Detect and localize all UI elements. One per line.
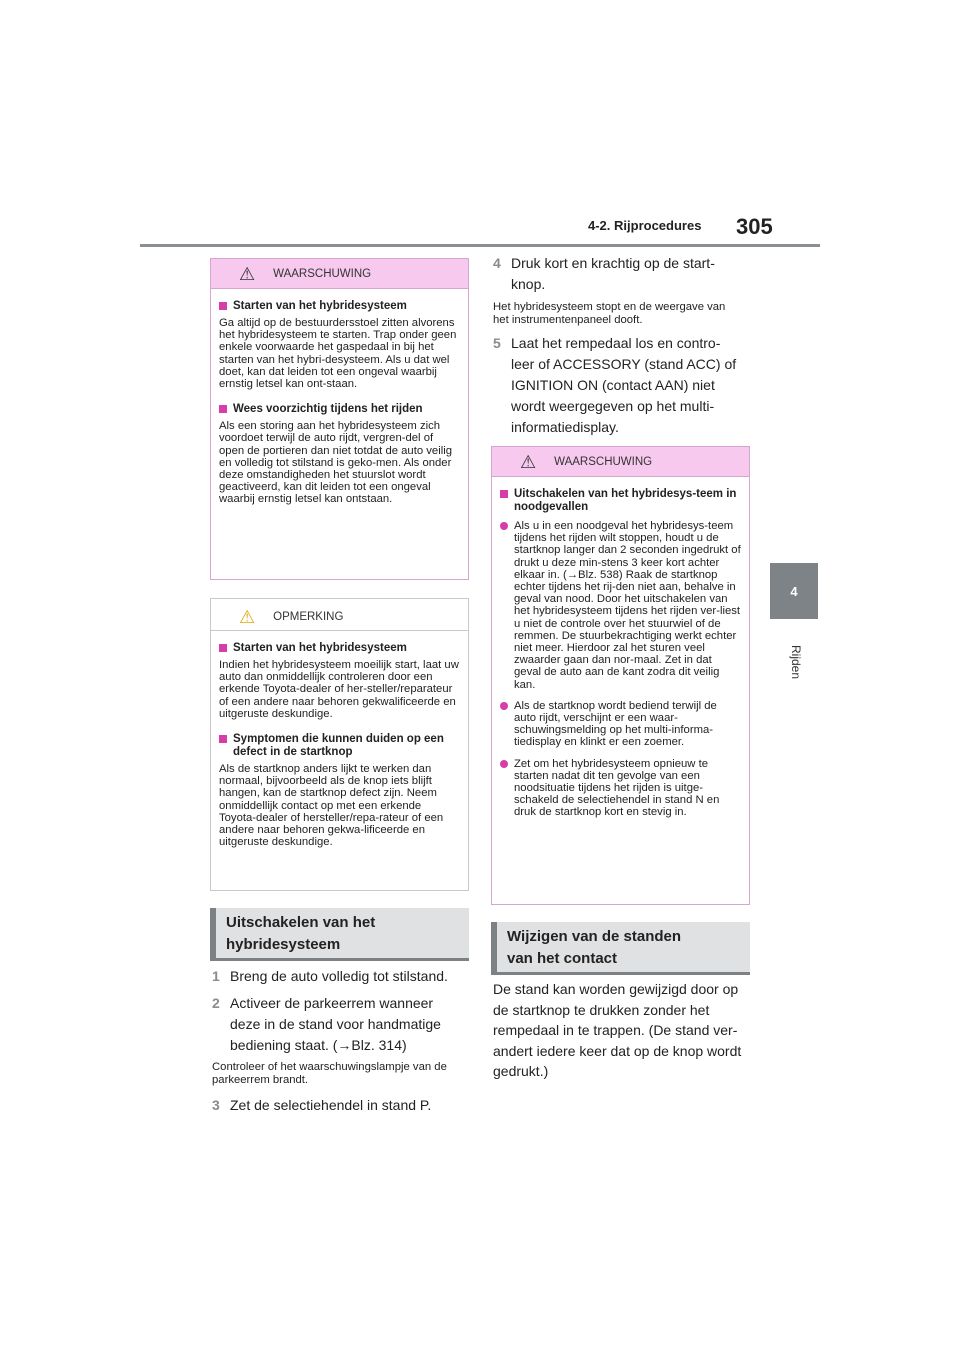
caution-icon: ⚠ xyxy=(239,606,256,627)
warning-icon: ⚠ xyxy=(239,263,256,284)
step-3: 3 Zet de selectiehendel in stand P. xyxy=(212,1097,432,1113)
warning-subheading: Wees voorzichtig tijdens het rijden xyxy=(219,403,460,416)
chapter-tab: 4 xyxy=(770,563,818,619)
warning-box-2 xyxy=(491,446,750,905)
warning-subheading: Uitschakelen van het hybridesys-teem in noodgevallen xyxy=(500,488,741,514)
warning-box-1 xyxy=(210,258,469,580)
warning-bullet: Als de startknop wordt bediend terwijl de auto rijdt, verschijnt er een waar-schuwingsmelding op het multi-informa-tiedisplay en klinkt er een zoemer. xyxy=(500,700,741,749)
note-box xyxy=(210,598,469,891)
warning-header: ⚠ WAARSCHUWING xyxy=(211,259,468,289)
section-title: 4-2. Rijprocedures xyxy=(588,218,702,233)
step-2-note: Controleer of het waarschuwingslampje van de parkeerrem brandt. xyxy=(212,1061,447,1086)
step-5: 5 Laat het rempedaal los en contro-leer of ACCESSORY (stand ACC) of IGNITION ON (contact AAN) niet wordt weergegeven op het multi-informatiedisplay. xyxy=(493,335,737,435)
step-4: 4 Druk kort en krachtig op de start-knop. xyxy=(493,255,715,292)
warning-subheading: Starten van het hybridesysteem xyxy=(219,300,460,313)
note-text: Als de startknop anders lijkt te werken dan normaal, bijvoorbeeld als de knop iets blijft hangen, kan de startknop defect zijn. Neem onmiddellijk contact op met een erkende Toyota-dealer of hersteller/repa-rateur of een andere naar behoren gekwa-lificeerde en uitgeruste deskundige. xyxy=(219,763,444,849)
warning-bullet: Zet om het hybridesysteem opnieuw te starten nadat dit ten gevolge van een noodsituatie tijdens het rijden is uitge-schakeld de selectiehendel in stand N en druk de startknop kort en stevig in. xyxy=(500,758,741,819)
step-2: 2 Activeer de parkeerrem wanneer deze in de stand voor handmatige bediening staat. (→Blz. 314) xyxy=(212,995,441,1053)
note-text: Indien het hybridesysteem moeilijk start, laat uw auto dan onmiddellijk controleren door een erkende Toyota-dealer of her-steller/reparateur of een andere naar behoren gekwalificeerde en uitgeruste deskundige. xyxy=(219,659,459,720)
step-4-note: Het hybridesysteem stopt en de weergave van het instrumentenpaneel dooft. xyxy=(493,301,726,326)
note-header: ⚠ OPMERKING xyxy=(211,603,468,631)
note-subheading: Starten van het hybridesysteem xyxy=(219,642,460,655)
header-rule xyxy=(140,244,820,247)
page-number: 305 xyxy=(736,214,773,239)
section-heading-ignition-modes: Wijzigen van de standen van het contact xyxy=(491,922,750,972)
note-subheading: Symptomen die kunnen duiden op een defect in de startknop xyxy=(219,733,460,759)
chapter-label: Rijden xyxy=(789,644,803,680)
warning-bullet: Als u in een noodgeval het hybridesys-teem tijdens het rijden wilt stoppen, houdt u de startknop langer dan 2 seconden ingedrukt of drukt u deze min-stens 3 keer kort achter elkaar in. (→Blz. 538) Raak de startknop echter tijdens het rij-den niet aan, behalve in geval van nood. Door het uitschakelen van het hybridesysteem tijdens het rijden ver-liest u niet de controle over het stuurwiel of de remmen. De stuurbekrachtiging werkt echter niet meer. Hierdoor zal het sturen veel zwaarder gaan dan nor-maal. Zet in dat geval de auto aan de kant zodra dit veilig kan. xyxy=(500,520,741,691)
warning-icon: ⚠ xyxy=(520,451,537,472)
section-heading-shutdown: Uitschakelen van het hybridesysteem xyxy=(210,908,469,958)
step-1: 1 Breng de auto volledig tot stilstand. xyxy=(212,968,448,984)
warning-text: Als een storing aan het hybridesysteem zich voordoet terwijl de auto rijdt, vergren-del of open de portieren dan niet totdat de auto veilig en volledig tot stilstand is geko-men. Als onder deze omstandigheden het stuurslot wordt geactiveerd, kan dit leiden tot een ongeval waarbij ernstig letsel kan ontstaan. xyxy=(219,420,453,506)
warning-header: ⚠ WAARSCHUWING xyxy=(492,447,749,477)
ignition-modes-text: De stand kan worden gewijzigd door op de startknop te drukken zonder het rempedaal in te trappen. (De stand ver-andert iedere keer dat op de knop wordt gedrukt.) xyxy=(493,981,742,1079)
warning-text: Ga altijd op de bestuurdersstoel zitten alvorens het hybridesysteem te starten. Trap onder geen enkele voorwaarde het gaspedaal in bij het starten van het hybri-desysteem. Als u dat wel doet, kan dat leiden tot een ongeval waarbij ernstig letsel kan ont-staan. xyxy=(219,317,457,391)
